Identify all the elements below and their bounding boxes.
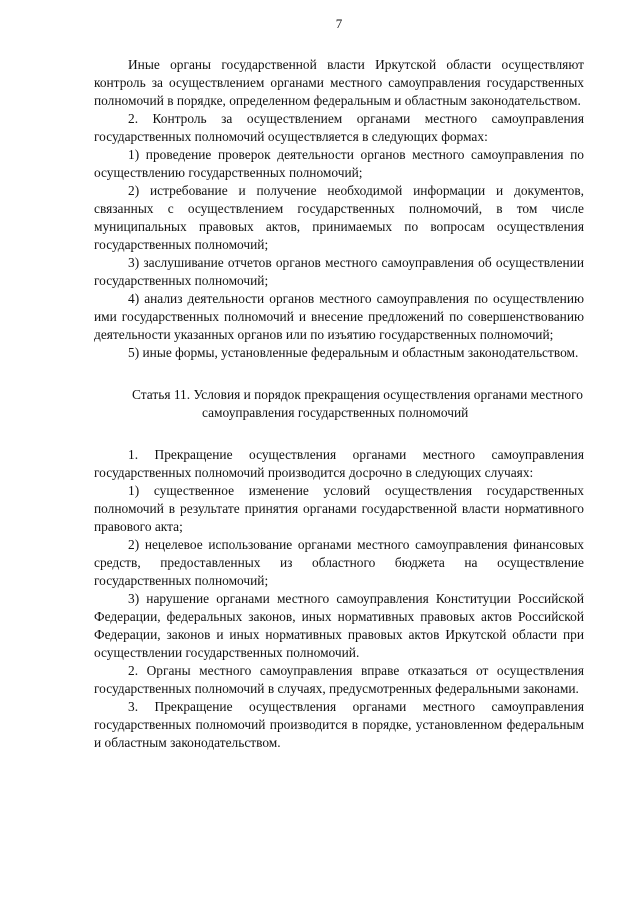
- list-item: 2) истребование и получение необходимой информации и документов, связанных с осуществлением государственных полномочий, в том числе муниципальных правовых актов, принимаемых по вопросам осуществления государственных полномочий;: [94, 183, 584, 252]
- paragraph: 1. Прекращение осуществления органами местного самоуправления государственных полномочий производится досрочно в следующих случаях:: [94, 447, 584, 480]
- article-heading: [94, 386, 584, 422]
- article-label: Статья 11.: [132, 387, 191, 402]
- list-item: 4) анализ деятельности органов местного самоуправления по осуществлению ими государственных полномочий и внесение предложений по совершенствованию деятельности указанных органов или по изъятию государственных полномочий;: [94, 291, 584, 342]
- list-item: 2) нецелевое использование органами местного самоуправления финансовых средств, предоставленных из областного бюджета на осуществление государственных полномочий;: [94, 537, 584, 588]
- list-item: 5) иные формы, установленные федеральным и областным законодательством.: [128, 345, 579, 360]
- section-termination: [94, 446, 584, 752]
- list-item: 3) заслушивание отчетов органов местного самоуправления об осуществлении государственных полномочий;: [94, 255, 584, 288]
- list-item: 3) нарушение органами местного самоуправления Конституции Российской Федерации, федеральных законов, иных нормативных правовых актов Российской Федерации, законов и иных нормативных правовых актов Иркутской области при осуществлении государственных полномочий.: [94, 591, 584, 660]
- list-item: 1) проведение проверок деятельности органов местного самоуправления по осуществлению государственных полномочий;: [94, 147, 584, 180]
- paragraph: 2. Контроль за осуществлением органами местного самоуправления государственных полномочий осуществляется в следующих формах:: [94, 111, 584, 144]
- paragraph: 2. Органы местного самоуправления вправе отказаться от осуществления государственных полномочий в случаях, предусмотренных федеральными законами.: [94, 663, 584, 696]
- paragraph: 3. Прекращение осуществления органами местного самоуправления государственных полномочий производится в порядке, установленном федеральным и областным законодательством.: [94, 699, 584, 750]
- list-item: 1) существенное изменение условий осуществления государственных полномочий в результате принятия органами государственной власти нормативного правового акта;: [94, 483, 584, 534]
- article-title: Условия и порядок прекращения осуществления органами местного самоуправления государственных полномочий: [193, 387, 583, 420]
- paragraph: Иные органы государственной власти Иркутской области осуществляют контроль за осуществлением органами местного самоуправления государственных полномочий в порядке, определенном федеральным и областным законодательством.: [94, 57, 584, 108]
- section-control-forms: [94, 56, 584, 362]
- page-number: 7: [335, 16, 343, 31]
